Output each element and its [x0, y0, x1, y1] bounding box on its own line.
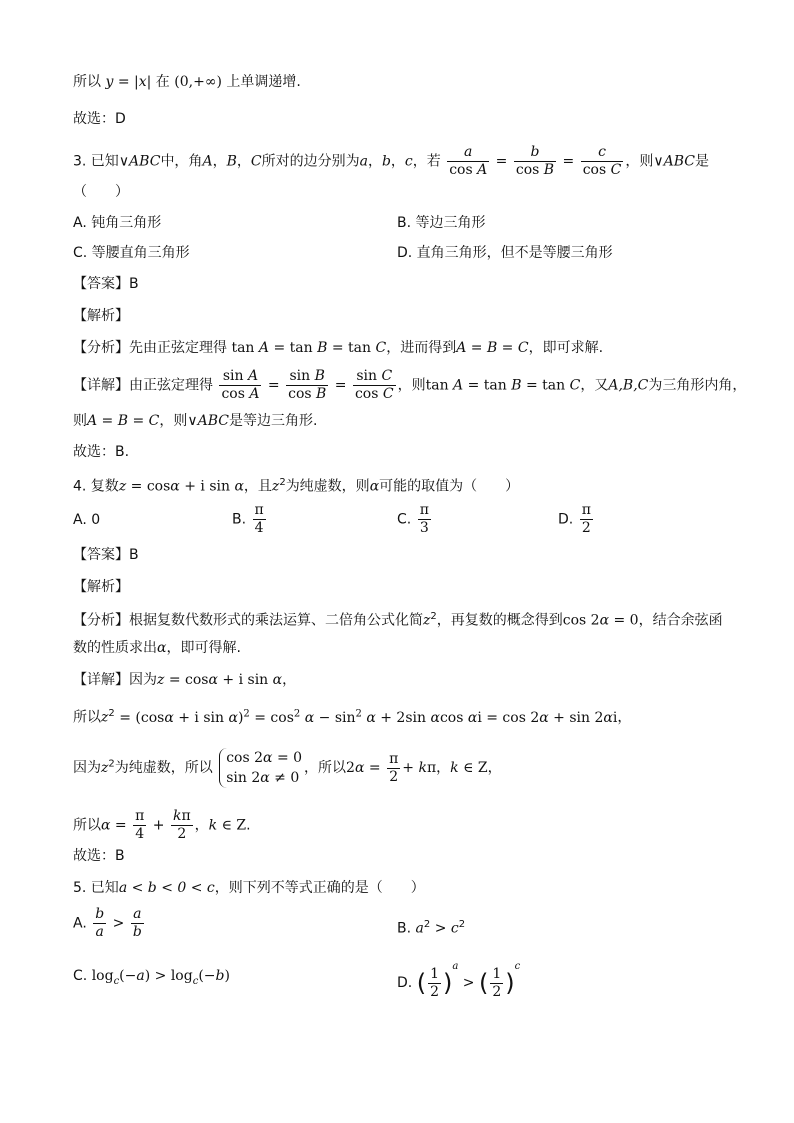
- line-monotonic: 所以 y = |x| 在 (0,+∞) 上单调递增.: [73, 74, 301, 90]
- q5-option-b: B. $a^2 > c^2$: [397, 919, 466, 937]
- q4-xiangjie: 【详解】因为z = cosα + i sin α，: [73, 672, 297, 688]
- q3-answer: 【答案】B: [73, 276, 139, 292]
- q4-option-d: D. $\frac{\pi}{2}$: [558, 502, 591, 536]
- q4-because-line: 因为$z^2$为纯虚数，所以 cos 2α = 0 sin 2α ≠ 0 ，所以2α = $\frac{\pi}{2}$ + kπ，k ∈ Z，: [73, 750, 502, 786]
- q4-option-c: C. $\frac{\pi}{3}$: [397, 502, 429, 536]
- q3-xiangjie: 【详解】由正弦定理得 $\frac{\text{sin A}}{\text{cos A}}$ = $\frac{\text{sin B}}{\text{cos B}}$ = $\frac{\text{sin C}}{\text{cos C}}$ ，则tan A = tan B = tan C，又A,B,C为三角形内角，: [73, 368, 747, 402]
- q5-option-a: A. $\frac{b}{a}$ > $\frac{a}{b}$: [73, 906, 142, 940]
- choose-line: 故选：D: [73, 111, 126, 127]
- q4-option-a: A. 0: [73, 512, 101, 528]
- q4-fenxi: 【分析】根据复数代数形式的乘法运算、二倍角公式化简$z^2$，再复数的概念得到cos 2α = 0，结合余弦函: [73, 611, 723, 629]
- q4-fenxi-2: 数的性质求出α，即可得解.: [73, 640, 241, 656]
- q3-analysis: 【解析】: [73, 308, 129, 324]
- q4-final-line: 所以α = $\frac{\pi}{4}$ + $\frac{k\pi}{2}$ ，k ∈ Z.: [73, 808, 251, 842]
- q3-choose: 故选：B.: [73, 444, 130, 460]
- q4-stem: 4. 复数z = cosα + i sin α，且$z^2$为纯虚数，则α可能的取值为（ ）: [73, 477, 520, 495]
- q3-option-d: D. 直角三角形，但不是等腰三角形: [397, 245, 613, 261]
- q3-option-a: A. 钝角三角形: [73, 215, 162, 231]
- q4-analysis: 【解析】: [73, 579, 129, 595]
- q5-option-d: D. ( $\frac{1}{2}$ )$^a$ > ( $\frac{1}{2}$ )$^c$: [397, 961, 521, 1000]
- q3-option-c: C. 等腰直角三角形: [73, 245, 190, 261]
- text: 所以: [73, 74, 101, 90]
- text: 上单调递增.: [226, 74, 301, 90]
- q5-option-c: C. $\log_c(-a) > \log_c(-b)$: [73, 968, 230, 987]
- q3-option-b: B. 等边三角形: [397, 215, 486, 231]
- q3-stem: 3. 已知∨ABC中，角A，B，C所对的边分别为a，b，c，若 $\frac{a}{\text{cos A}}$ = $\frac{b}{\text{cos B}}$ = $\frac{c}{\text{cos C}}$ ，则∨ABC是: [73, 144, 709, 178]
- q4-choose: 故选：B: [73, 848, 125, 864]
- q5-stem: 5. 已知a < b < 0 < c，则下列不等式正确的是（ ）: [73, 880, 425, 896]
- q3-xiangjie-2: 则A = B = C，则∨ABC是等边三角形.: [73, 413, 318, 429]
- q4-option-b: B. $\frac{\pi}{4}$: [232, 502, 264, 536]
- q4-so-line: 所以$z^2 = (\cos\alpha + i$ $\sin \alpha)^2 = \cos^2 \alpha - \sin^2 \alpha + 2\sin$ αcos αi = cos 2α + sin 2αi，: [73, 708, 632, 726]
- q3-paren: （ ）: [73, 184, 129, 200]
- formula: y: [105, 74, 114, 90]
- q4-answer: 【答案】B: [73, 547, 139, 563]
- q3-fenxi: 【分析】先由正弦定理得 tan A = tan B = tan C，进而得到A = B = C，即可求解.: [73, 340, 604, 356]
